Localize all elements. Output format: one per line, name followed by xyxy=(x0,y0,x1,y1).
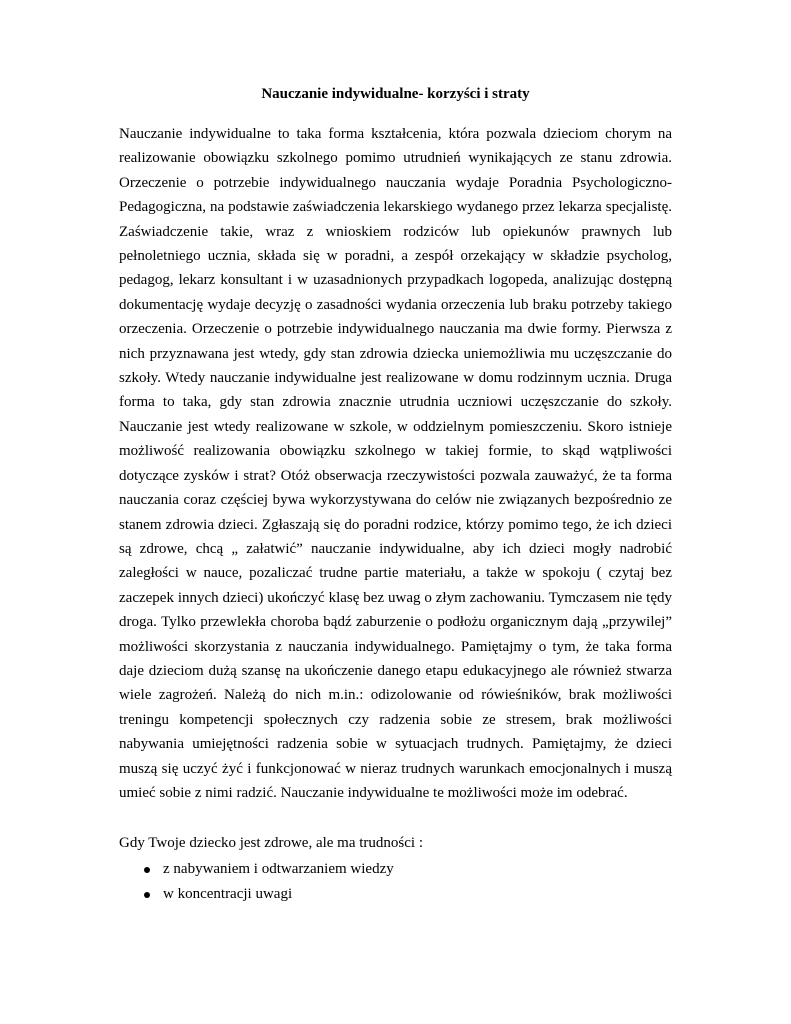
list-item-text: w koncentracji uwagi xyxy=(163,886,293,903)
bullet-icon xyxy=(144,867,150,873)
bullet-icon xyxy=(144,892,150,898)
list-intro: Gdy Twoje dziecko jest zdrowe, ale ma trudności : xyxy=(119,835,423,852)
document-title: Nauczanie indywidualne- korzyści i straty xyxy=(261,86,530,102)
difficulties-list xyxy=(119,857,672,907)
list-item xyxy=(119,857,672,882)
main-paragraph: Nauczanie indywidualne to taka forma kształcenia, która pozwala dzieciom chorym na realizowanie obowiązku szkolnego pomimo utrudnień wynikających ze stanu zdrowia. Orzeczenie o potrzebie indywidualnego nauczania wydaje Poradnia Psychologiczno-Pedagogiczna, na podstawie zaświadczenia lekarskiego wydanego przez lekarza specjalistę. Zaświadczenie takie, wraz z wnioskiem rodziców lub opiekunów prawnych lub pełnoletniego ucznia, składa się w poradni, a zespół orzekający w składzie psycholog, pedagog, lekarz konsultant i w uzasadnionych przypadkach logopeda, analizując dostępną dokumentację wydaje decyzję o zasadności wydania orzeczenia lub braku potrzeby takiego orzeczenia. Orzeczenie o potrzebie indywidualnego nauczania ma dwie formy. Pierwsza z nich przyznawana jest wtedy, gdy stan zdrowia dziecka uniemożliwia mu uczęszczanie do szkoły. Wtedy nauczanie indywidualne jest realizowane w domu rodzinnym ucznia. Druga forma to taka, gdy stan zdrowia znacznie utrudnia uczniowi uczęszczanie do szkoły. Nauczanie jest wtedy realizowane w szkole, w oddzielnym pomieszczeniu. Skoro istnieje możliwość realizowania obowiązku szkolnego w takiej formie, to skąd wątpliwości dotyczące zysków i strat? Otóż obserwacja rzeczywistości pozwala zauważyć, że ta forma nauczania coraz częściej bywa wykorzystywana do celów nie związanych bezpośrednio ze stanem zdrowia dzieci. Zgłaszają się do poradni rodzice, którzy pomimo tego, że ich dzieci są zdrowe, chcą „ załatwić” nauczanie indywidualne, aby ich dzieci mogły nadrobić zaległości w nauce, pozaliczać trudne partie materiału, a także w spokoju ( czytaj bez zaczepek innych dzieci) ukończyć klasę bez uwag o złym zachowaniu. Tymczasem nie tędy droga. Tylko przewlekła choroba bądź zaburzenie o podłożu organicznym dają „przywilej” możliwości skorzystania z nauczania indywidualnego. Pamiętajmy o tym, że taka forma daje dzieciom dużą szansę na ukończenie danego etapu edukacyjnego ale również stwarza wiele zagrożeń. Należą do nich m.in.: odizolowanie od rówieśników, brak możliwości treningu kompetencji społecznych czy radzenia sobie ze stresem, brak możliwości nabywania umiejętności radzenia sobie w sytuacjach trudnych. Pamiętajmy, że dzieci muszą się uczyć żyć i funkcjonować w nieraz trudnych warunkach emocjonalnych i muszą umieć sobie z nimi radzić. Nauczanie indywidualne te możliwości może im odebrać. xyxy=(119,126,672,801)
list-item xyxy=(119,882,672,907)
list-item-text: z nabywaniem i odtwarzaniem wiedzy xyxy=(163,861,394,878)
document-content xyxy=(119,84,672,907)
